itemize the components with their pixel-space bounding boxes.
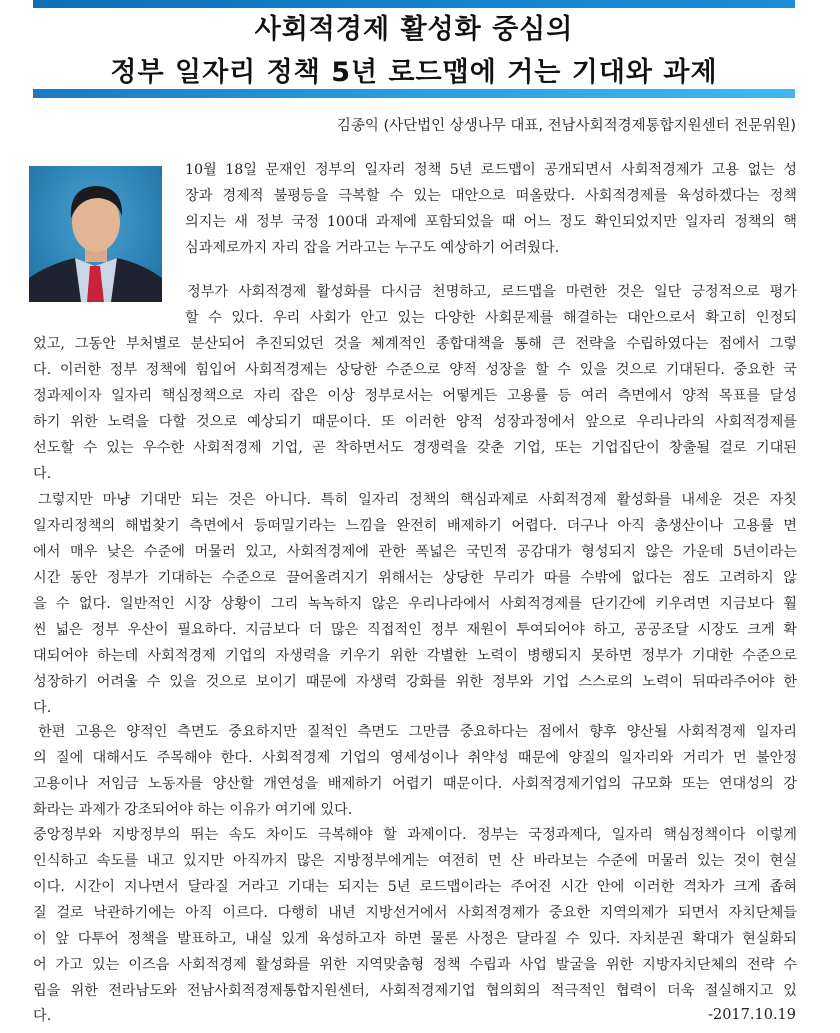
paragraph-line: 한편 고용은 양적인 측면도 중요하지만 질적인 측면도 그만큼 중요하다는 점에서 향후 양산될 사회적경제 일자리 <box>38 724 797 740</box>
paragraph-line: 고용이나 저임금 노동자를 양산할 개연성을 배제하기 어렵기 때문이다. 사회적경제기업의 규모화 또는 연대성의 강 <box>33 776 797 792</box>
paragraph-line: 다. <box>33 1008 52 1024</box>
paragraph-line: 하기 위한 노력을 다할 것으로 예상되기 때문이다. 또 이러한 양적 성장과정에서 앞으로 우리나라의 사회적경제를 <box>33 414 797 430</box>
paragraph-line: 다. 이러한 정부 정책에 힘입어 사회적경제는 상당한 수준으로 양적 성장을 할 수 있을 것으로 기대된다. 중요한 국 <box>33 362 797 378</box>
paragraph-line: 다. <box>33 466 52 482</box>
paragraph-line: 질 걸로 낙관하기에는 아직 이르다. 다행히 내년 지방선거에서 사회적경제가 중요한 지역의제가 되면서 자치단체들 <box>33 905 797 921</box>
paragraph-line: 시간 동안 정부가 기대하는 수준으로 끌어올려지기 위해서는 상당한 무리가 따를 수밖에 없다는 점도 고려하지 않 <box>33 570 797 586</box>
paragraph-line: 선도할 수 있는 우수한 사회적경제 기업, 곧 착하면서도 경쟁력을 갖춘 기업, 또는 기업집단이 창출될 걸로 기대된 <box>33 440 797 456</box>
paragraph-line: 었고, 그동안 부처별로 분산되어 추진되었던 것을 체계적인 종합대책을 통해 큰 전략을 수립하였다는 점에서 그렇 <box>33 336 797 352</box>
author-portrait-icon <box>29 166 162 302</box>
author-byline: 김종익 (사단법인 상생나무 대표, 전남사회적경제통합지원센터 전문위원) <box>336 118 796 134</box>
paragraph-line: 성장하기 어려울 수 있을 것으로 보이기 때문에 자생력 강화를 위한 정부와 기업 스스로의 노력이 뒤따라주어야 한 <box>33 674 797 690</box>
title-line-2: 정부 일자리 정책 5년 로드맵에 거는 기대와 과제 <box>110 57 718 88</box>
paragraph-line: 어 가고 있는 이즈음 사회적경제 활성화를 위한 지역맞춤형 정책 수립과 사업 발굴을 위한 지방자치단체의 전략 수 <box>33 957 797 973</box>
publish-date: -2017.10.19 <box>708 1007 796 1023</box>
title-line-1: 사회적경제 활성화 중심의 <box>254 14 574 45</box>
paragraph-line: 대되어야 하는데 사회적경제 기업의 자생력을 키우기 위한 각별한 노력이 병행되지 못하면 정부가 기대한 수준으로 <box>33 648 797 664</box>
paragraph-line: 화라는 과제가 강조되어야 하는 이유가 여기에 있다. <box>33 802 353 818</box>
paragraph-line: 이 앞 다투어 정책을 발표하고, 내실 있게 육성하고자 하면 물론 사정은 달라질 수 있다. 자치분권 확대가 현실화되 <box>33 931 797 947</box>
portrait-figure <box>29 166 162 302</box>
paragraph-line: 10월 18일 문재인 정부의 일자리 정책 5년 로드맵이 공개되면서 사회적경제가 고용 없는 성 <box>185 162 797 178</box>
paragraph-line: 립을 위한 전라남도와 전남사회적경제통합지원센터, 사회적경제기업 협의회의 적극적인 협력이 더욱 절실해지고 있 <box>33 983 797 999</box>
paragraph-line: 정부가 사회적경제 활성화를 다시금 천명하고, 로드맵을 마련한 것은 일단 긍정적으로 평가 <box>187 284 797 300</box>
paragraph-line: 중앙정부와 지방정부의 뛰는 속도 차이도 극복해야 할 과제이다. 정부는 국정과제다, 일자리 핵심정책이다 이렇게 <box>33 827 797 843</box>
paragraph-line: 그렇지만 마냥 기대만 되는 것은 아니다. 특히 일자리 정책의 핵심과제로 사회적경제 활성화를 내세운 것은 자칫 <box>38 492 797 508</box>
paragraph-line: 심과제로까지 자리 잡을 거라고는 누구도 예상하기 어려웠다. <box>185 240 560 256</box>
paragraph-line: 인식하고 속도를 내고 있지만 아직까지 많은 지방정부에게는 여전히 먼 산 바라보는 수준에 머물러 있는 것이 현실 <box>33 853 797 869</box>
paragraph-line: 다. <box>33 700 52 716</box>
paragraph-line: 장과 경제적 불평등을 극복할 수 있는 대안으로 떠올랐다. 사회적경제를 육성하겠다는 정책 <box>185 188 797 204</box>
paragraph-line: 의 질에 대해서도 주목해야 한다. 사회적경제 기업의 영세성이나 취약성 때문에 양질의 일자리와 거리가 먼 불안정 <box>33 750 797 766</box>
header-bar-bottom <box>33 89 795 98</box>
paragraph-line: 할 수 있다. 우리 사회가 안고 있는 다양한 사회문제를 해결하는 대안으로서 확고히 인정되 <box>185 310 797 326</box>
paragraph-line: 이다. 시간이 지나면서 달라질 거라고 기대는 되지는 5년 로드맵이라는 주어진 시간 안에 이러한 격차가 크게 좁혀 <box>33 879 797 895</box>
paragraph-line: 일자리정책의 해법찾기 측면에서 등떠밀기라는 느낌을 완전히 배제하기 어렵다. 더구나 아직 총생산이나 고용률 면 <box>33 518 797 534</box>
paragraph-line: 씬 넓은 정부 우산이 필요하다. 지금보다 더 많은 직접적인 정부 재원이 투여되어야 하고, 공공조달 시장도 크게 확 <box>33 622 797 638</box>
paragraph-line: 정과제이자 일자리 핵심정책으로 자리 잡은 이상 정부로서는 어떻게든 고용률 등 여러 측면에서 양적 목표를 달성 <box>33 388 797 404</box>
paragraph-line: 에서 매우 낮은 수준에 머물러 있고, 사회적경제에 관한 폭넓은 국민적 공감대가 형성되지 않은 가운데 5년이라는 <box>33 544 797 560</box>
paragraph-line: 을 수 없다. 일반적인 시장 상황이 그리 녹녹하지 않은 우리나라에서 사회적경제를 단기간에 키우려면 지금보다 훨 <box>33 596 797 612</box>
paragraph-line: 의지는 새 정부 국정 100대 과제에 포함되었을 때 어느 정도 확인되었지만 일자리 정책의 핵 <box>185 214 797 230</box>
